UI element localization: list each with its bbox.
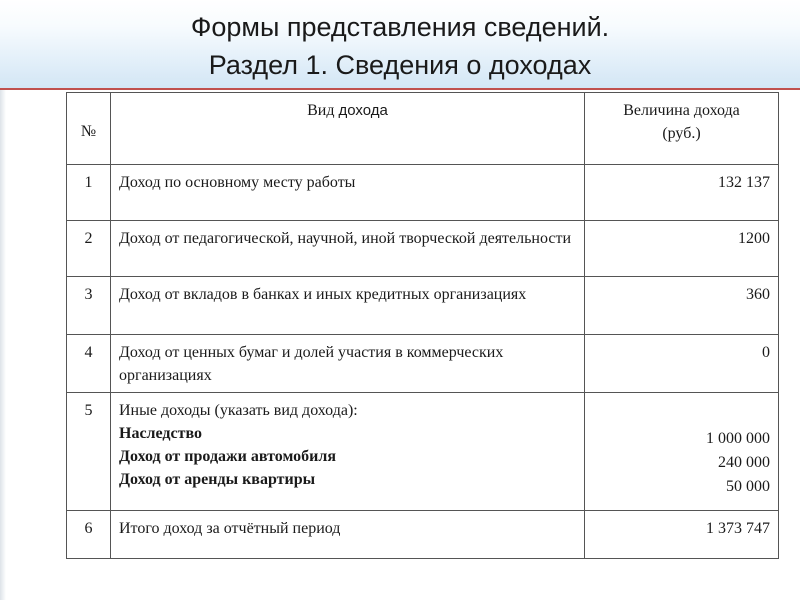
income-type-cell: Доход по основному месту работы (111, 165, 585, 221)
table-row (67, 277, 779, 335)
column-header-amount-line-1: Величина дохода (623, 102, 740, 119)
income-type-cell: Доход от педагогической, научной, иной творческой деятельности (111, 221, 585, 277)
column-header-income-type (111, 93, 585, 165)
income-type-cell (111, 393, 585, 511)
slide-title-line-1: Формы представления сведений. (190, 12, 610, 42)
other-income-item-inheritance: Наследство (119, 425, 202, 442)
other-income-amount-car-sale: 240 000 (718, 454, 770, 471)
column-header-amount-line-2: (руб.) (662, 125, 701, 142)
row-number: 6 (67, 511, 111, 559)
income-table (66, 92, 779, 559)
total-amount-cell: 1 373 747 (585, 511, 779, 559)
column-header-amount (585, 93, 779, 165)
table-row (67, 221, 779, 277)
slide-title-line-2: Раздел 1. Сведения о доходах (208, 50, 592, 80)
income-type-cell: Доход от вкладов в банках и иных кредитных организациях (111, 277, 585, 335)
row-number: 1 (67, 165, 111, 221)
row-number: 3 (67, 277, 111, 335)
income-amount-cell: 0 (585, 335, 779, 393)
column-header-number: № (67, 93, 111, 165)
row-number: 4 (67, 335, 111, 393)
column-header-income-type-prefix: Вид (307, 102, 339, 119)
income-amount-cell: 132 137 (585, 165, 779, 221)
income-amount-cell: 1200 (585, 221, 779, 277)
slide-header (0, 0, 800, 88)
total-label-cell: Итого доход за отчётный период (111, 511, 585, 559)
other-income-amount-inheritance: 1 000 000 (706, 430, 770, 447)
left-edge-shadow (0, 90, 6, 600)
other-income-label: Иные доходы (указать вид дохода): (119, 402, 358, 419)
table-row-other-income (67, 393, 779, 511)
row-number: 2 (67, 221, 111, 277)
table-row (67, 165, 779, 221)
other-income-amount-apartment-rent: 50 000 (726, 478, 770, 495)
column-header-income-type-word: дохода (338, 102, 388, 119)
row-number: 5 (67, 393, 111, 511)
table-header-row (67, 93, 779, 165)
table-row-total (67, 511, 779, 559)
other-income-amounts (591, 399, 770, 499)
table-row (67, 335, 779, 393)
income-amount-cell (585, 393, 779, 511)
other-income-item-car-sale: Доход от продажи автомобиля (119, 448, 336, 465)
income-type-cell: Доход от ценных бумаг и долей участия в коммерческих организациях (111, 335, 585, 393)
other-income-item-apartment-rent: Доход от аренды квартиры (119, 471, 316, 488)
income-amount-cell: 360 (585, 277, 779, 335)
